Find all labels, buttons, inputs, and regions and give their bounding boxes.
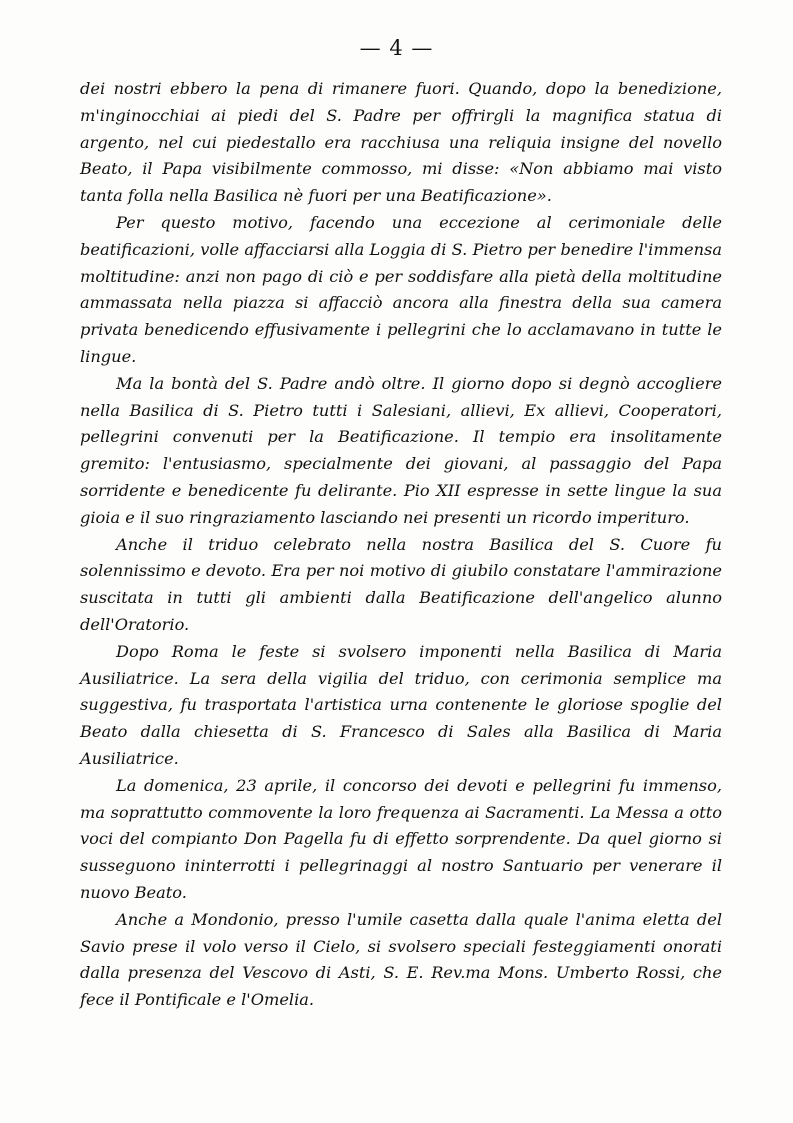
paragraph-continuation: dei nostri ebbero la pena di rimanere fuori. Quando, dopo la benedizione, m'inginocchiai ai piedi del S. Padre per offrirgli la magnifica statua di argento, nel cui piedestallo era racchiusa una reliquia insigne del novello Beato, il Papa visibilmente commosso, mi disse: «Non abbiamo mai visto tanta folla nella Basilica nè fuori per una Beatificazione». bbox=[80, 79, 722, 206]
paragraph: Anche a Mondonio, presso l'umile casetta dalla quale l'anima eletta del Savio prese il volo verso il Cielo, si svolsero speciali festeggiamenti onorati dalla presenza del Vescovo di Asti, S. E. Rev.ma Mons. Umberto Rossi, che fece il Pontificale e l'Omelia. bbox=[80, 909, 722, 1010]
paragraph: Per questo motivo, facendo una eccezione al cerimoniale delle beatificazioni, volle affacciarsi alla Loggia di S. Pietro per benedire l'immensa moltitudine: anzi non pago di ciò e per soddisfare alla pietà della moltitudine ammassata nella piazza si affacciò ancora alla finestra della sua camera privata benedicendo effusivamente i pellegrini che lo acclamavano in tutte le lingue. bbox=[80, 212, 722, 366]
paragraph: Ma la bontà del S. Padre andò oltre. Il giorno dopo si degnò accogliere nella Basilica di S. Pietro tutti i Salesiani, allievi, Ex allievi, Cooperatori, pellegrini convenuti per la Beatificazione. Il tempio era insolitamente gremito: l'entusiasmo, specialmente dei giovani, al passaggio del Papa sorridente e benedicente fu delirante. Pio XII espresse in sette lingue la sua gioia e il suo ringraziamento lasciando nei presenti un ricordo imperituro. bbox=[80, 373, 722, 527]
paragraph: Anche il triduo celebrato nella nostra Basilica del S. Cuore fu solennissimo e devoto. Era per noi motivo di giubilo constatare l'ammirazione suscitata in tutti gli ambienti dalla Beatificazione dell'angelico alunno dell'Oratorio. bbox=[80, 534, 722, 634]
paragraph: La domenica, 23 aprile, il concorso dei devoti e pellegrini fu immenso, ma soprattutto commovente la loro frequenza ai Sacramenti. La Messa a otto voci del compianto Don Pagella fu di effetto sorprendente. Da quel giorno si susseguono ininterrotti i pellegrinaggi al nostro Santuario per venerare il nuovo Beato. bbox=[80, 775, 722, 902]
body-text bbox=[80, 76, 722, 1014]
page-number: — 4 — bbox=[359, 36, 434, 60]
paragraph: Dopo Roma le feste si svolsero imponenti nella Basilica di Maria Ausiliatrice. La sera della vigilia del triduo, con cerimonia semplice ma suggestiva, fu trasportata l'artistica urna contenente le gloriose spoglie del Beato dalla chiesetta di S. Francesco di Sales alla Basilica di Maria Ausiliatrice. bbox=[80, 641, 722, 768]
